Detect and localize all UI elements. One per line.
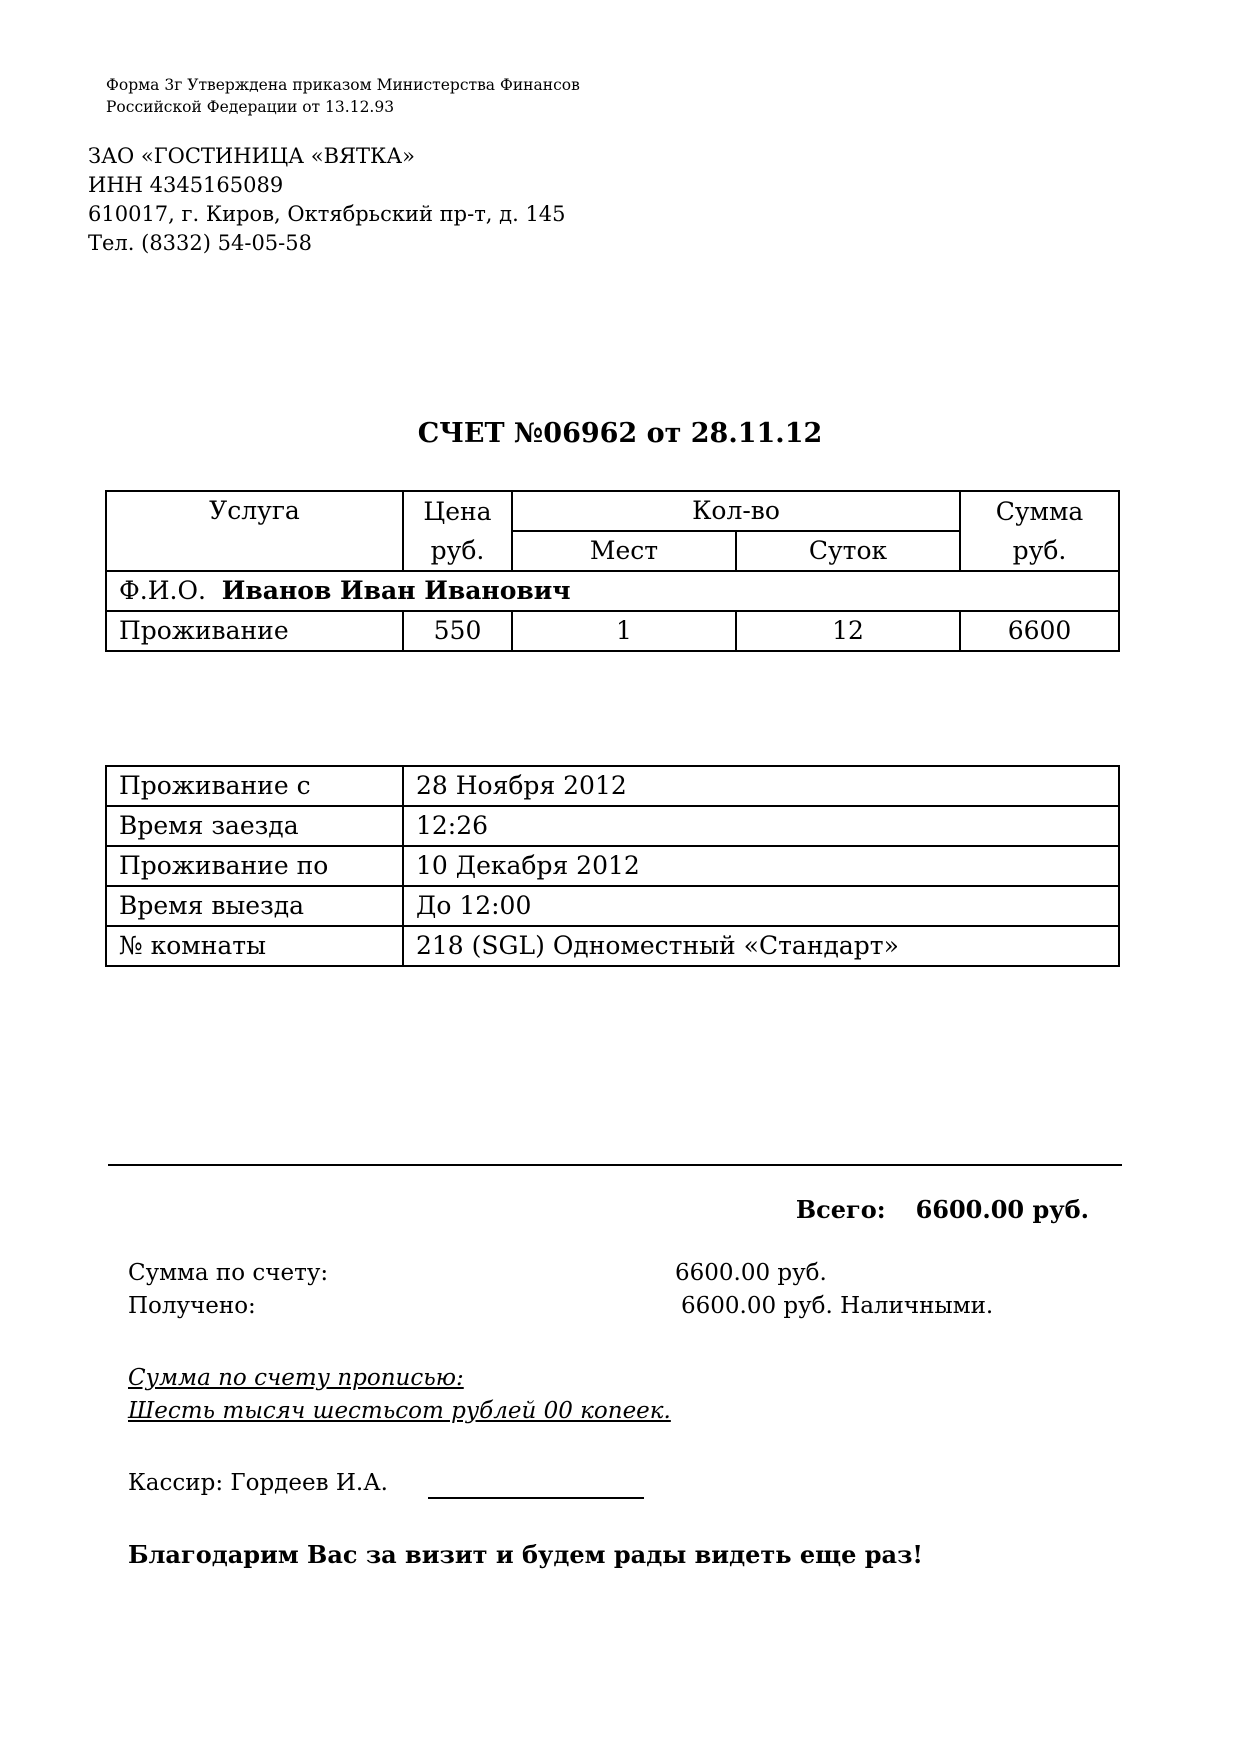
invoice-title: СЧЕТ №06962 от 28.11.12: [417, 418, 823, 449]
header-service: Услуга: [106, 491, 403, 571]
table-row: [106, 806, 1119, 846]
guest-cell: [106, 571, 1119, 611]
guest-row: [106, 571, 1119, 611]
table-row: [106, 766, 1119, 806]
total-value: 6600.00 руб.: [915, 1195, 1089, 1224]
header-sum: Сумма: [960, 491, 1119, 531]
stay-label: Время заезда: [106, 806, 403, 846]
received-label: Получено:: [128, 1293, 256, 1319]
sum-in-words-value: Шесть тысяч шестьсот рублей 00 копеек.: [128, 1398, 671, 1424]
sum-in-words-label: Сумма по счету прописью:: [128, 1365, 464, 1391]
guest-label: Ф.И.О.: [119, 576, 206, 605]
service-price: 550: [403, 611, 512, 651]
stay-label: Проживание по: [106, 846, 403, 886]
services-header-row: [106, 491, 1119, 531]
organization-name: ЗАО «ГОСТИНИЦА «ВЯТКА»: [88, 144, 416, 168]
stay-label: Проживание с: [106, 766, 403, 806]
guest-name: Иванов Иван Иванович: [221, 576, 571, 605]
table-row: [106, 611, 1119, 651]
thanks-message: Благодарим Вас за визит и будем рады видеть еще раз!: [128, 1540, 923, 1569]
form-note: [106, 74, 580, 118]
service-days: 12: [736, 611, 960, 651]
table-row: [106, 886, 1119, 926]
organization-block: [88, 142, 566, 258]
stay-label: № комнаты: [106, 926, 403, 966]
signature-line: [428, 1497, 644, 1499]
service-sum: 6600: [960, 611, 1119, 651]
stay-value: 218 (SGL) Одноместный «Стандарт»: [403, 926, 1119, 966]
header-days: Суток: [736, 531, 960, 571]
stay-value: 12:26: [403, 806, 1119, 846]
organization-inn: ИНН 4345165089: [88, 173, 284, 197]
form-note-line1: Форма 3г Утверждена приказом Министерства Финансов: [106, 76, 580, 94]
stay-table: [105, 765, 1120, 967]
header-price: Цена: [403, 491, 512, 531]
header-places: Мест: [512, 531, 736, 571]
stay-label: Время выезда: [106, 886, 403, 926]
sum-label: Сумма по счету:: [128, 1260, 329, 1286]
stay-value: 10 Декабря 2012: [403, 846, 1119, 886]
table-row: [106, 926, 1119, 966]
total-label: Всего:: [795, 1195, 886, 1224]
cashier: Кассир: Гордеев И.А.: [128, 1470, 388, 1496]
organization-address: 610017, г. Киров, Октябрьский пр-т, д. 145: [88, 202, 566, 226]
services-table: [105, 490, 1120, 652]
total-line: [796, 1195, 1089, 1224]
organization-phone: Тел. (8332) 54-05-58: [88, 231, 312, 255]
header-quantity: Кол-во: [512, 491, 960, 531]
divider: [108, 1164, 1122, 1166]
service-places: 1: [512, 611, 736, 651]
form-note-line2: Российской Федерации от 13.12.93: [106, 98, 395, 116]
received-value: 6600.00 руб. Наличными.: [681, 1293, 994, 1319]
sum-value: 6600.00 руб.: [675, 1260, 827, 1286]
stay-value: 28 Ноября 2012: [403, 766, 1119, 806]
stay-value: До 12:00: [403, 886, 1119, 926]
service-name: Проживание: [106, 611, 403, 651]
header-price-unit: руб.: [403, 531, 512, 571]
table-row: [106, 846, 1119, 886]
header-sum-unit: руб.: [960, 531, 1119, 571]
